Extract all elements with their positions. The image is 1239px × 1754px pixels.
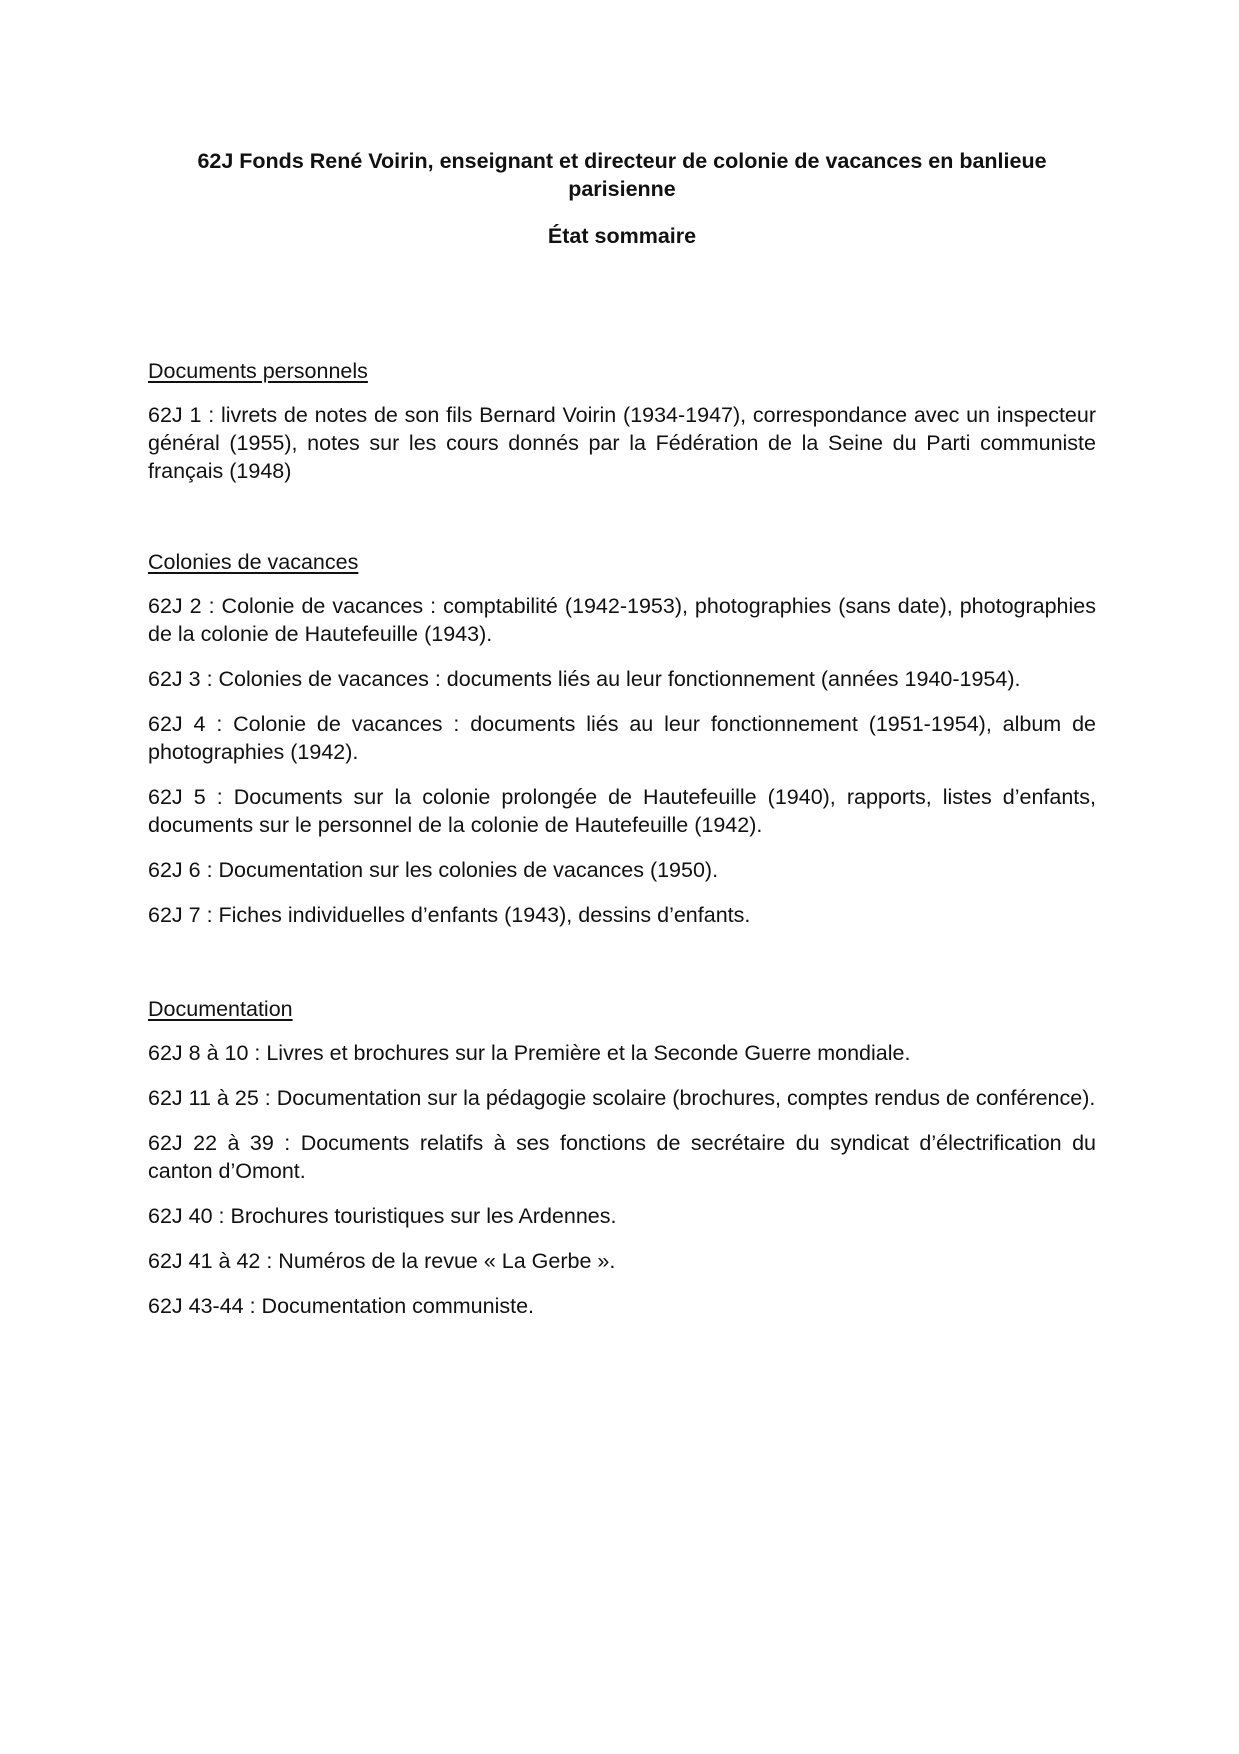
- document-title: 62J Fonds René Voirin, enseignant et directeur de colonie de vacances en banlieue parisienne: [197, 149, 1047, 201]
- section-documents-personnels: [148, 357, 1096, 502]
- section-colonies-de-vacances: [148, 548, 1096, 946]
- entry-62j-8-10: 62J 8 à 10 : Livres et brochures sur la Première et la Seconde Guerre mondiale.: [148, 1041, 911, 1065]
- entry-62j-22-39: 62J 22 à 39 : Documents relatifs à ses fonctions de secrétaire du syndicat d’électrification du canton d’Omont.: [148, 1131, 1096, 1183]
- entry-62j-43-44: 62J 43-44 : Documentation communiste.: [148, 1294, 535, 1318]
- section-heading: Colonies de vacances: [148, 550, 359, 574]
- section-heading: Documentation: [148, 997, 293, 1021]
- entry-62j-2: 62J 2 : Colonie de vacances : comptabilité (1942-1953), photographies (sans date), photographies de la colonie de Hautefeuille (1943).: [148, 594, 1096, 646]
- document-subtitle: État sommaire: [547, 224, 697, 248]
- section-heading: Documents personnels: [148, 359, 368, 383]
- section-documentation: [148, 995, 1096, 1337]
- entry-62j-40: 62J 40 : Brochures touristiques sur les Ardennes.: [148, 1204, 617, 1228]
- entry-62j-6: 62J 6 : Documentation sur les colonies de vacances (1950).: [148, 858, 719, 882]
- entry-62j-3: 62J 3 : Colonies de vacances : documents liés au leur fonctionnement (années 1940-1954).: [148, 667, 1021, 691]
- entry-62j-11-25: 62J 11 à 25 : Documentation sur la pédagogie scolaire (brochures, comptes rendus de conférence).: [148, 1086, 1096, 1110]
- entry-62j-4: 62J 4 : Colonie de vacances : documents liés au leur fonctionnement (1951-1954), album de photographies (1942).: [148, 712, 1096, 764]
- entry-62j-1: 62J 1 : livrets de notes de son fils Bernard Voirin (1934-1947), correspondance avec un inspecteur général (1955), notes sur les cours donnés par la Fédération de la Seine du Parti communiste français (1948): [148, 403, 1096, 483]
- entry-62j-41-42: 62J 41 à 42 : Numéros de la revue « La Gerbe ».: [148, 1249, 616, 1273]
- entry-62j-5: 62J 5 : Documents sur la colonie prolongée de Hautefeuille (1940), rapports, listes d’enfants, documents sur le personnel de la colonie de Hautefeuille (1942).: [148, 785, 1096, 837]
- entry-62j-7: 62J 7 : Fiches individuelles d’enfants (1943), dessins d’enfants.: [148, 903, 751, 927]
